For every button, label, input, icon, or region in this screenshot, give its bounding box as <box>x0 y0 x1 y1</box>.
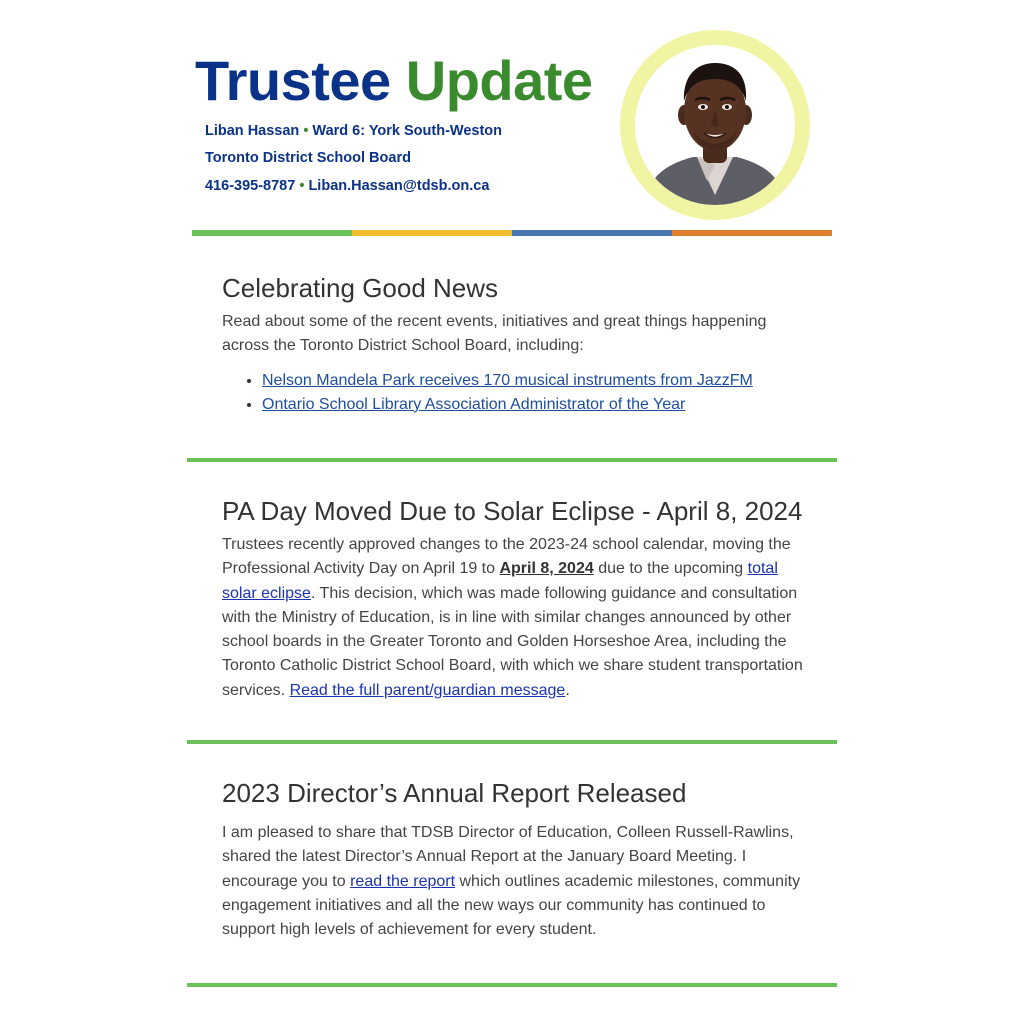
section-divider <box>187 458 837 462</box>
section-intro: Read about some of the recent events, initiatives and great things happening across the Toronto District School Board, including: <box>222 313 767 355</box>
section-divider <box>187 983 837 987</box>
section-heading: Celebrating Good News <box>222 273 499 303</box>
body-text: which outlines academic milestones, community engagement initiatives and all the new ways our community has continued to support high levels of achievement for every student. <box>222 872 801 939</box>
newsletter-title <box>195 48 593 114</box>
solar-eclipse-link[interactable]: total solar eclipse <box>222 560 778 602</box>
board-name: Toronto District School Board <box>205 150 411 166</box>
separator-dot: • <box>299 178 305 194</box>
color-bar-blue <box>512 230 672 236</box>
body-text: due to the upcoming <box>593 560 748 578</box>
body-text: I am pleased to share that TDSB Director of Education, Colleen Russell-Rawlins, shared the latest Director’s Annual Report at the January Board Meeting. I encourage you to <box>222 824 794 890</box>
section-good-news <box>222 272 812 417</box>
newsletter-header <box>192 28 832 238</box>
body-text: Trustees recently approved changes to the 2023-24 school calendar, moving the Professional Activity Day on April 19 to <box>222 536 791 578</box>
section-body <box>222 821 812 942</box>
phone-number[interactable]: 416-395-8787 <box>205 178 296 194</box>
separator-dot: • <box>303 123 309 139</box>
news-link-list <box>222 369 812 417</box>
body-text: . This decision, which was made following guidance and consultation with the Ministry of Education, is in line with similar changes announced by other school boards in the Greater Toronto and Golden Horseshoe Area, including the Toronto Catholic District School Board, with which we share student transportation services. <box>222 584 803 699</box>
trustee-name: Liban Hassan <box>205 123 300 139</box>
email-address[interactable]: Liban.Hassan@tdsb.on.ca <box>308 178 490 194</box>
list-item <box>262 393 812 417</box>
color-bar-green <box>192 230 352 236</box>
header-color-bar <box>192 230 832 236</box>
section-pa-day <box>222 495 812 703</box>
color-bar-yellow <box>352 230 512 236</box>
section-annual-report <box>222 777 812 942</box>
title-word-update: Update <box>405 49 593 112</box>
section-heading: 2023 Director’s Annual Report Released <box>222 778 687 808</box>
color-bar-orange <box>672 230 832 236</box>
ward-label: Ward 6: York South-Weston <box>312 123 503 139</box>
trustee-portrait-image <box>635 45 795 205</box>
list-item <box>262 369 812 393</box>
parent-message-link[interactable]: Read the full parent/guardian message <box>289 681 566 699</box>
section-divider <box>187 740 837 744</box>
trustee-name-ward <box>205 123 502 139</box>
news-link-jazzfm[interactable]: Nelson Mandela Park receives 170 musical instruments from JazzFM <box>262 371 753 389</box>
annual-report-link[interactable]: read the report <box>350 872 456 890</box>
title-word-trustee: Trustee <box>195 49 391 112</box>
highlighted-date: April 8, 2024 <box>499 560 594 578</box>
trustee-photo-frame <box>620 30 810 220</box>
section-body <box>222 533 812 703</box>
contact-info <box>205 178 489 194</box>
body-text: . <box>565 681 570 699</box>
news-link-library-association[interactable]: Ontario School Library Association Administrator of the Year <box>262 395 686 413</box>
trustee-photo <box>635 45 795 205</box>
section-heading: PA Day Moved Due to Solar Eclipse - April 8, 2024 <box>222 496 803 526</box>
